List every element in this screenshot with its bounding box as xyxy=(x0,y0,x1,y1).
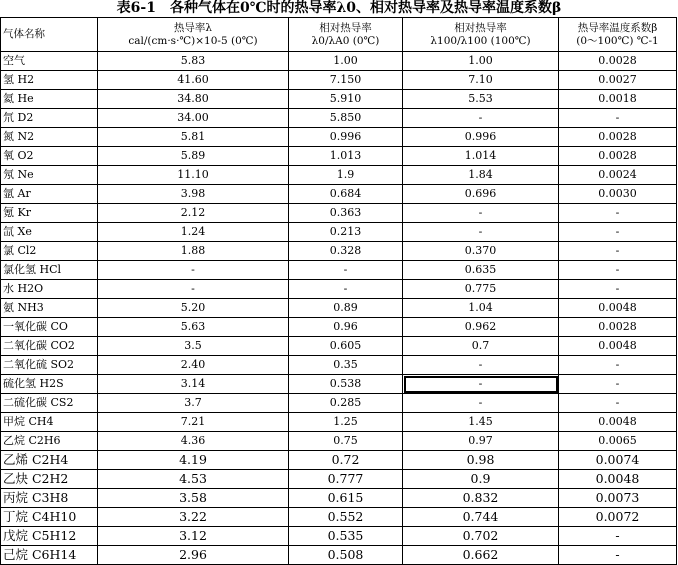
table-row xyxy=(1,527,677,546)
cell-temp-coefficient[interactable]: - xyxy=(559,261,677,280)
table-row xyxy=(1,375,677,394)
header-conductivity-line2: cal/(cm·s·℃)×10-5 (0℃) xyxy=(128,34,258,47)
table-row xyxy=(1,546,677,565)
cell-conductivity[interactable]: 11.10 xyxy=(98,166,289,185)
cell-temp-coefficient[interactable]: - xyxy=(559,546,677,565)
cell-relative-0c[interactable]: 0.89 xyxy=(289,299,403,318)
header-temp-coefficient[interactable] xyxy=(559,18,677,52)
table-row xyxy=(1,508,677,527)
cell-relative-0c[interactable]: 0.75 xyxy=(289,432,403,451)
cell-temp-coefficient[interactable]: 0.0074 xyxy=(559,451,677,470)
cell-relative-0c[interactable]: 0.72 xyxy=(289,451,403,470)
cell-relative-100c[interactable]: 1.04 xyxy=(403,299,559,318)
cell-conductivity[interactable]: 5.83 xyxy=(98,52,289,71)
cell-gas-name[interactable]: 甲烷 CH4 xyxy=(1,413,98,432)
table-row xyxy=(1,394,677,413)
cell-relative-100c[interactable]: - xyxy=(403,223,559,242)
cell-relative-0c[interactable]: 1.25 xyxy=(289,413,403,432)
cell-temp-coefficient[interactable]: 0.0028 xyxy=(559,128,677,147)
table-row xyxy=(1,470,677,489)
cell-conductivity[interactable]: 4.19 xyxy=(98,451,289,470)
cell-gas-name[interactable]: 氨 NH3 xyxy=(1,299,98,318)
cell-gas-name[interactable]: 水 H2O xyxy=(1,280,98,299)
cell-gas-name[interactable]: 氯 Cl2 xyxy=(1,242,98,261)
table-row xyxy=(1,128,677,147)
cell-conductivity[interactable]: 1.88 xyxy=(98,242,289,261)
table-row xyxy=(1,489,677,508)
cell-gas-name[interactable]: 一氧化碳 CO xyxy=(1,318,98,337)
gas-thermal-conductivity-table xyxy=(0,17,677,565)
cell-conductivity[interactable]: 3.14 xyxy=(98,375,289,394)
cell-relative-100c[interactable]: 0.9 xyxy=(403,470,559,489)
cell-relative-100c[interactable]: - xyxy=(403,375,559,394)
cell-relative-0c[interactable]: 0.552 xyxy=(289,508,403,527)
cell-relative-100c[interactable]: 1.45 xyxy=(403,413,559,432)
cell-conductivity[interactable]: 2.12 xyxy=(98,204,289,223)
cell-temp-coefficient[interactable]: 0.0072 xyxy=(559,508,677,527)
cell-gas-name[interactable]: 戊烷 C5H12 xyxy=(1,527,98,546)
cell-gas-name[interactable]: 乙炔 C2H2 xyxy=(1,470,98,489)
table-row xyxy=(1,204,677,223)
header-relative-100c-line2: λ100/λ100 (100℃) xyxy=(430,34,531,47)
cell-relative-0c[interactable]: 0.777 xyxy=(289,470,403,489)
cell-gas-name[interactable]: 乙烷 C2H6 xyxy=(1,432,98,451)
cell-relative-0c[interactable]: 0.363 xyxy=(289,204,403,223)
cell-temp-coefficient[interactable]: 0.0048 xyxy=(559,470,677,489)
cell-relative-0c[interactable]: 0.535 xyxy=(289,527,403,546)
cell-relative-0c[interactable]: 0.605 xyxy=(289,337,403,356)
cell-conductivity[interactable]: 7.21 xyxy=(98,413,289,432)
cell-temp-coefficient[interactable]: - xyxy=(559,394,677,413)
header-temp-coefficient-line1: 热导率温度系数β xyxy=(577,21,658,34)
cell-conductivity[interactable]: 5.81 xyxy=(98,128,289,147)
cell-relative-100c[interactable]: - xyxy=(403,356,559,375)
cell-conductivity[interactable]: 4.53 xyxy=(98,470,289,489)
cell-temp-coefficient[interactable]: 0.0030 xyxy=(559,185,677,204)
cell-temp-coefficient[interactable]: 0.0027 xyxy=(559,71,677,90)
cell-gas-name[interactable]: 氧 O2 xyxy=(1,147,98,166)
cell-relative-0c[interactable]: 0.285 xyxy=(289,394,403,413)
page-title: 表6-1 各种气体在0℃时的热导率λ0、相对热导率及热导率温度系数β xyxy=(116,0,562,16)
table-row xyxy=(1,109,677,128)
table-row xyxy=(1,261,677,280)
cell-relative-0c[interactable]: 5.910 xyxy=(289,90,403,109)
table-row xyxy=(1,242,677,261)
cell-relative-0c[interactable]: 0.996 xyxy=(289,128,403,147)
cell-gas-name[interactable]: 空气 xyxy=(1,52,98,71)
table-row xyxy=(1,147,677,166)
cell-conductivity[interactable]: 2.40 xyxy=(98,356,289,375)
cell-relative-100c[interactable]: 0.662 xyxy=(403,546,559,565)
cell-temp-coefficient[interactable]: 0.0028 xyxy=(559,147,677,166)
header-relative-0c-line2: λ0/λA0 (0℃) xyxy=(311,34,380,47)
cell-temp-coefficient[interactable]: 0.0024 xyxy=(559,166,677,185)
header-relative-100c[interactable] xyxy=(403,18,559,52)
table-row xyxy=(1,356,677,375)
cell-gas-name[interactable]: 氖 Ne xyxy=(1,166,98,185)
header-conductivity[interactable] xyxy=(98,18,289,52)
cell-relative-100c[interactable]: 0.97 xyxy=(403,432,559,451)
cell-temp-coefficient[interactable]: - xyxy=(559,109,677,128)
table-row xyxy=(1,318,677,337)
cell-relative-0c[interactable]: 0.96 xyxy=(289,318,403,337)
cell-temp-coefficient[interactable]: 0.0073 xyxy=(559,489,677,508)
cell-conductivity[interactable]: 3.98 xyxy=(98,185,289,204)
cell-relative-0c[interactable]: 0.684 xyxy=(289,185,403,204)
cell-conductivity[interactable]: 5.63 xyxy=(98,318,289,337)
cell-gas-name[interactable]: 硫化氢 H2S xyxy=(1,375,98,394)
cell-relative-0c[interactable]: 1.013 xyxy=(289,147,403,166)
cell-conductivity[interactable]: 34.80 xyxy=(98,90,289,109)
table-row xyxy=(1,451,677,470)
cell-temp-coefficient[interactable]: 0.0018 xyxy=(559,90,677,109)
cell-conductivity[interactable]: 3.7 xyxy=(98,394,289,413)
cell-gas-name[interactable]: 氙 Xe xyxy=(1,223,98,242)
cell-relative-100c[interactable]: 0.996 xyxy=(403,128,559,147)
cell-relative-100c[interactable]: - xyxy=(403,394,559,413)
cell-conductivity[interactable]: - xyxy=(98,261,289,280)
cell-relative-0c[interactable]: 0.508 xyxy=(289,546,403,565)
cell-gas-name[interactable]: 二氧化硫 SO2 xyxy=(1,356,98,375)
cell-temp-coefficient[interactable]: 0.0028 xyxy=(559,318,677,337)
cell-temp-coefficient[interactable]: 0.0048 xyxy=(559,413,677,432)
cell-temp-coefficient[interactable]: - xyxy=(559,356,677,375)
table-row xyxy=(1,185,677,204)
cell-relative-0c[interactable]: 0.328 xyxy=(289,242,403,261)
cell-gas-name[interactable]: 氯化氢 HCl xyxy=(1,261,98,280)
header-temp-coefficient-line2: (0～100℃) ℃-1 xyxy=(576,34,659,47)
cell-conductivity[interactable]: 4.36 xyxy=(98,432,289,451)
cell-temp-coefficient[interactable]: - xyxy=(559,527,677,546)
cell-relative-0c[interactable]: - xyxy=(289,261,403,280)
cell-gas-name[interactable]: 丁烷 C4H10 xyxy=(1,508,98,527)
cell-conductivity[interactable]: 3.58 xyxy=(98,489,289,508)
cell-gas-name[interactable]: 己烷 C6H14 xyxy=(1,546,98,565)
cell-gas-name[interactable]: 二氧化碳 CO2 xyxy=(1,337,98,356)
cell-relative-100c[interactable]: 1.014 xyxy=(403,147,559,166)
table-row xyxy=(1,413,677,432)
cell-relative-0c[interactable]: 0.35 xyxy=(289,356,403,375)
cell-gas-name[interactable]: 二硫化碳 CS2 xyxy=(1,394,98,413)
cell-conductivity[interactable]: 41.60 xyxy=(98,71,289,90)
cell-gas-name[interactable]: 氮 N2 xyxy=(1,128,98,147)
table-row xyxy=(1,166,677,185)
cell-relative-100c[interactable]: 0.702 xyxy=(403,527,559,546)
cell-relative-0c[interactable]: 1.9 xyxy=(289,166,403,185)
cell-temp-coefficient[interactable]: - xyxy=(559,280,677,299)
cell-conductivity[interactable]: - xyxy=(98,280,289,299)
cell-relative-0c[interactable]: 7.150 xyxy=(289,71,403,90)
cell-conductivity[interactable]: 3.5 xyxy=(98,337,289,356)
cell-relative-100c[interactable]: 0.696 xyxy=(403,185,559,204)
cell-temp-coefficient[interactable]: 0.0028 xyxy=(559,52,677,71)
cell-gas-name[interactable]: 乙烯 C2H4 xyxy=(1,451,98,470)
cell-temp-coefficient[interactable]: - xyxy=(559,242,677,261)
cell-gas-name[interactable]: 氦 He xyxy=(1,90,98,109)
cell-relative-100c[interactable]: 0.775 xyxy=(403,280,559,299)
table-row xyxy=(1,299,677,318)
cell-relative-100c[interactable]: 0.962 xyxy=(403,318,559,337)
table-row xyxy=(1,223,677,242)
table-row xyxy=(1,52,677,71)
cell-relative-0c[interactable]: - xyxy=(289,280,403,299)
header-relative-100c-line1: 相对热导率 xyxy=(454,21,507,34)
cell-relative-100c[interactable]: 0.98 xyxy=(403,451,559,470)
cell-gas-name[interactable]: 丙烷 C3H8 xyxy=(1,489,98,508)
cell-gas-name[interactable]: 氪 Kr xyxy=(1,204,98,223)
table-row xyxy=(1,71,677,90)
cell-temp-coefficient[interactable]: 0.0065 xyxy=(559,432,677,451)
cell-conductivity[interactable]: 34.00 xyxy=(98,109,289,128)
cell-temp-coefficient[interactable]: 0.0048 xyxy=(559,337,677,356)
table-row xyxy=(1,337,677,356)
cell-conductivity[interactable]: 5.20 xyxy=(98,299,289,318)
cell-relative-0c[interactable]: 0.213 xyxy=(289,223,403,242)
table-body xyxy=(1,52,677,565)
cell-conductivity[interactable]: 3.12 xyxy=(98,527,289,546)
cell-relative-0c[interactable]: 0.538 xyxy=(289,375,403,394)
cell-gas-name[interactable]: 氘 D2 xyxy=(1,109,98,128)
cell-relative-100c[interactable]: - xyxy=(403,109,559,128)
cell-conductivity[interactable]: 5.89 xyxy=(98,147,289,166)
cell-relative-100c[interactable]: 1.84 xyxy=(403,166,559,185)
cell-relative-100c[interactable]: 0.744 xyxy=(403,508,559,527)
cell-gas-name[interactable]: 氩 Ar xyxy=(1,185,98,204)
table-row xyxy=(1,280,677,299)
header-conductivity-line1: 热导率λ xyxy=(173,21,213,34)
cell-temp-coefficient[interactable]: - xyxy=(559,204,677,223)
header-relative-0c[interactable] xyxy=(289,18,403,52)
cell-relative-100c[interactable]: 0.635 xyxy=(403,261,559,280)
cell-relative-0c[interactable]: 5.850 xyxy=(289,109,403,128)
cell-relative-100c[interactable]: - xyxy=(403,204,559,223)
header-relative-0c-line1: 相对热导率 xyxy=(319,21,372,34)
cell-relative-100c[interactable]: 1.00 xyxy=(403,52,559,71)
cell-relative-100c[interactable]: 5.53 xyxy=(403,90,559,109)
cell-relative-0c[interactable]: 0.615 xyxy=(289,489,403,508)
header-gas-name[interactable]: 气体名称 xyxy=(1,18,98,52)
table-row xyxy=(1,432,677,451)
cell-conductivity[interactable]: 1.24 xyxy=(98,223,289,242)
cell-relative-0c[interactable]: 1.00 xyxy=(289,52,403,71)
header-row xyxy=(1,18,677,52)
cell-conductivity[interactable]: 3.22 xyxy=(98,508,289,527)
cell-conductivity[interactable]: 2.96 xyxy=(98,546,289,565)
cell-temp-coefficient[interactable]: - xyxy=(559,375,677,394)
cell-gas-name[interactable]: 氢 H2 xyxy=(1,71,98,90)
cell-relative-100c[interactable]: 0.7 xyxy=(403,337,559,356)
cell-relative-100c[interactable]: 0.832 xyxy=(403,489,559,508)
cell-temp-coefficient[interactable]: - xyxy=(559,223,677,242)
table-row xyxy=(1,90,677,109)
cell-relative-100c[interactable]: 0.370 xyxy=(403,242,559,261)
cell-relative-100c[interactable]: 7.10 xyxy=(403,71,559,90)
cell-temp-coefficient[interactable]: 0.0048 xyxy=(559,299,677,318)
